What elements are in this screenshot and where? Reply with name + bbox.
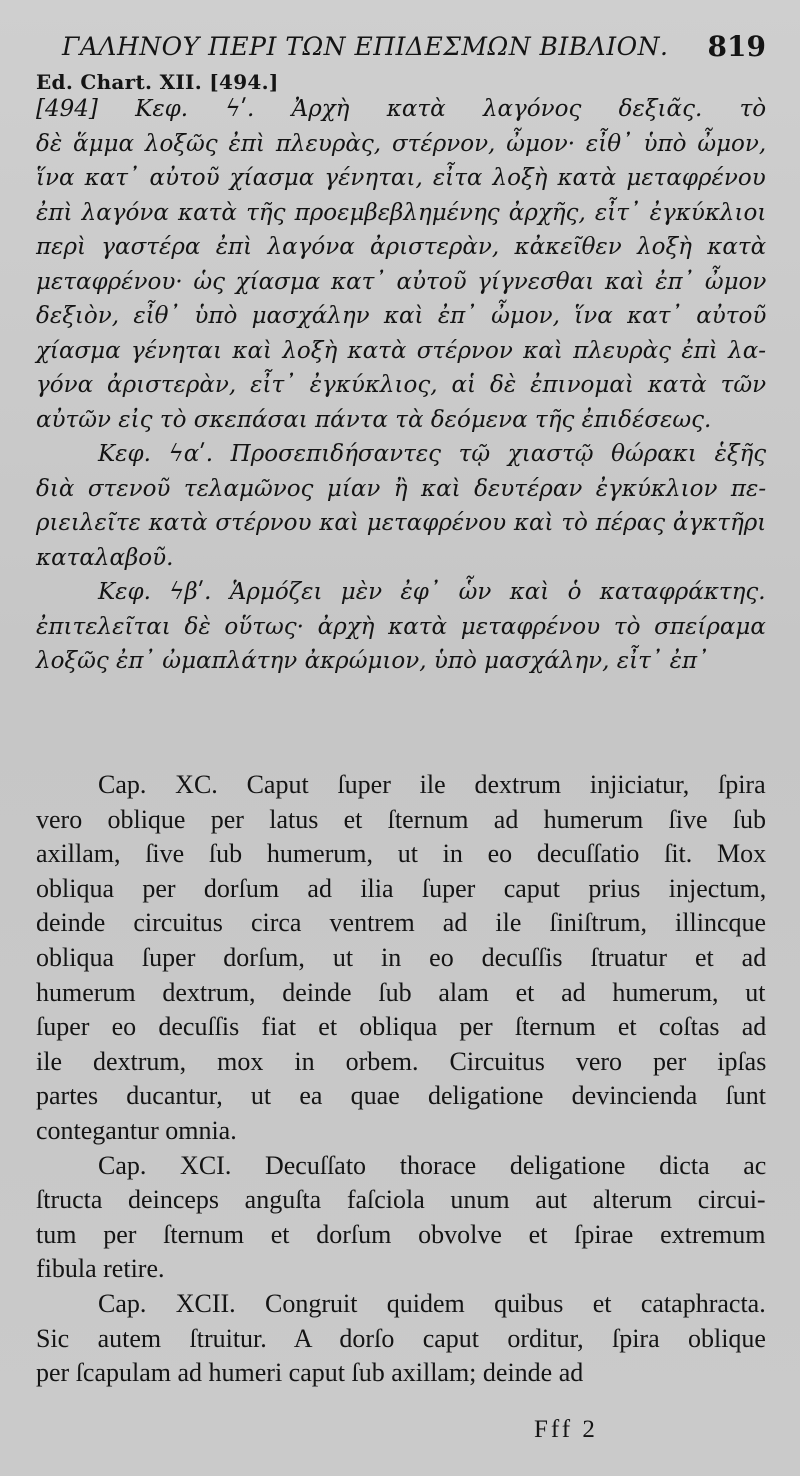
text-line: δὲ ἅμμα λοξῶς ἐπὶ πλευρὰς, στέρνον, ὦμον· εἶθ᾽ ὑπὸ ὦμον, xyxy=(36,130,767,157)
text-line: per ſcapulam ad humeri caput ſub axillam; deinde ad xyxy=(36,1358,584,1388)
latin-paragraph-cap-xcii xyxy=(36,1287,766,1391)
edition-line: Ed. Chart. XII. [494.] xyxy=(36,70,279,94)
text-line: deinde circuitus circa ventrem ad ile ſiniſtrum, illincque xyxy=(36,908,767,938)
text-line: obliqua per dorſum ad ilia ſuper caput prius injectum, xyxy=(36,873,767,903)
text-line: καταλαβοῦ. xyxy=(36,544,174,571)
text-line: obliqua ſuper dorſum, ut in eo decuſſis ſtruatur et ad xyxy=(36,942,767,972)
text-line: Cap. XC. Caput ſuper ile dextrum injiciatur, ſpira xyxy=(98,770,766,799)
text-line: ſtructa deinceps anguſta faſciola unum aut alterum circui- xyxy=(36,1185,766,1215)
text-line: Cap. XCI. Decuſſato thorace deligatione dicta ac xyxy=(98,1150,767,1180)
text-line: Cap. XCII. Congruit quidem quibus et cataphracta. xyxy=(98,1288,766,1318)
text-line: χίασμα γένηται καὶ λοξὴ κατὰ στέρνον καὶ πλευρὰς ἐπὶ λα- xyxy=(36,337,767,364)
text-line: Κεφ. ϟαʹ. Προσεπιδήσαντες τῷ χιαστῷ θώρακι ἑξῆς xyxy=(98,441,767,467)
text-line: tum per ſternum et dorſum obvolve et ſpirae extremum xyxy=(36,1219,766,1249)
text-line: ſuper eo decuſſis fiat et obliqua per ſternum et coſtas ad xyxy=(36,1012,767,1042)
text-line: vero oblique per latus et ſternum ad humerum ſive ſub xyxy=(36,804,767,834)
text-line: λοξῶς ἐπ᾽ ὠμαπλάτην ἀκρώμιον, ὑπὸ μασχάλην, εἶτ᾽ ἐπ᾽ xyxy=(36,648,709,674)
text-line: partes ducantur, ut ea quae deligatione devincienda ſunt xyxy=(36,1081,766,1111)
greek-paragraph-cap-92 xyxy=(36,575,766,679)
greek-paragraph-cap-91 xyxy=(36,437,766,575)
text-line: ἐπιτελεῖται δὲ οὕτως· ἀρχὴ κατὰ μεταφρένου τὸ σπείραμα xyxy=(36,613,766,640)
latin-paragraph-cap-xci xyxy=(36,1149,766,1287)
greek-paragraph-cap-90 xyxy=(36,92,766,437)
text-line: humerum dextrum, deinde ſub alam et ad humerum, ut xyxy=(36,977,766,1007)
latin-text-block xyxy=(36,768,766,1391)
text-line: ἐπὶ λαγόνα κατὰ τῆς προεμβεβλημένης ἀρχῆς, εἶτ᾽ ἐγκύκλιοι xyxy=(36,199,767,226)
text-line: δεξιὸν, εἶθ᾽ ὑπὸ μασχάλην καὶ ἐπ᾽ ὦμον, ἵνα κατ᾽ αὐτοῦ xyxy=(36,303,767,329)
greek-text-block xyxy=(36,92,766,679)
text-line: Κεφ. ϟβʹ. Ἁρμόζει μὲν ἐφ᾽ ὧν καὶ ὁ καταφράκτης. xyxy=(98,579,766,605)
latin-paragraph-cap-xc xyxy=(36,768,766,1149)
text-line: ile dextrum, mox in orbem. Circuitus vero per ipſas xyxy=(36,1046,767,1076)
text-line: [494] Κεφ. ϟʹ. Ἀρχὴ κατὰ λαγόνος δεξιᾶς. τὸ xyxy=(36,96,767,122)
text-line: fibula retire. xyxy=(36,1254,165,1284)
page-header xyxy=(36,30,766,70)
text-line: μεταφρένου· ὡς χίασμα κατ᾽ αὐτοῦ γίγνεσθαι καὶ ἐπ᾽ ὦμον xyxy=(36,268,767,295)
text-line: axillam, ſive ſub humerum, ut in eo decuſſatio ſit. Mox xyxy=(36,839,767,869)
text-line: περὶ γαστέρα ἐπὶ λαγόνα ἀριστερὰν, κἀκεῖθεν λοξὴ κατὰ xyxy=(36,234,767,260)
text-line: contegantur omnia. xyxy=(36,1115,237,1145)
signature-mark: Fff 2 xyxy=(534,1416,598,1443)
page-number: 819 xyxy=(707,30,766,63)
text-line: ἵνα κατ᾽ αὐτοῦ χίασμα γένηται, εἶτα λοξὴ κατὰ μεταφρένου xyxy=(36,165,766,191)
text-line: γόνα ἀριστερὰν, εἶτ᾽ ἐγκύκλιος, αἱ δὲ ἐπινομαὶ κατὰ τῶν xyxy=(36,372,767,398)
text-line: αὐτῶν εἰς τὸ σκεπάσαι πάντα τὰ δεόμενα τῆς ἐπιδέσεως. xyxy=(36,406,712,433)
text-line: Sic autem ſtruitur. A dorſo caput orditur, ſpira oblique xyxy=(36,1323,766,1353)
text-line: ριειλεῖτε κατὰ στέρνου καὶ μεταφρένου καὶ τὸ πέρας ἀγκτῆρι xyxy=(36,510,767,536)
text-line: διὰ στενοῦ τελαμῶνος μίαν ἢ καὶ δευτέραν ἐγκύκλιον πε- xyxy=(36,475,767,502)
running-title: ΓΑΛΗΝΟΥ ΠΕΡΙ ΤΩΝ ΕΠΙΔΕΣΜΩΝ ΒΙΒΛΙΟΝ. xyxy=(62,32,669,61)
